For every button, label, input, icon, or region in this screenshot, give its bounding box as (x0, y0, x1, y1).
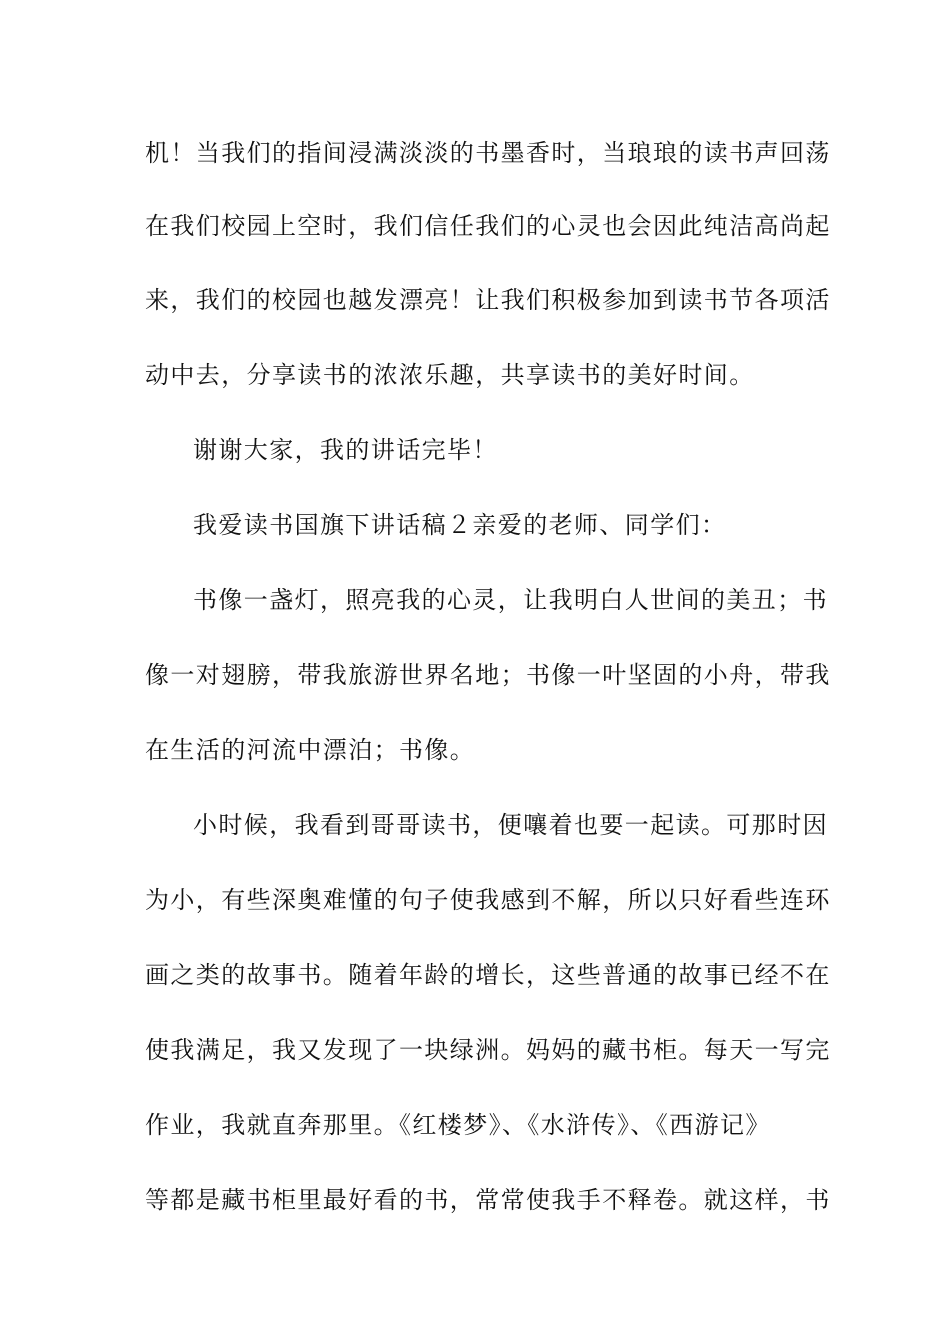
text-line: 来，我们的校园也越发漂亮！让我们积极参加到读书节各项活 (145, 286, 831, 314)
text-line: 动中去，分享读书的浓浓乐趣，共享读书的美好时间。 (145, 361, 755, 389)
text-line: 像一对翅膀，带我旅游世界名地；书像一叶坚固的小舟，带我 (145, 661, 831, 689)
text-line: 为小，有些深奥难懂的句子使我感到不解，所以只好看些连环 (145, 886, 831, 914)
text-line: 谢谢大家，我的讲话完毕！ (193, 436, 498, 464)
text-line: 机！当我们的指间浸满淡淡的书墨香时，当琅琅的读书声回荡 (145, 139, 831, 167)
text-line: 使我满足，我又发现了一块绿洲。妈妈的藏书柜。每天一写完 (145, 1036, 831, 1064)
text-line: 我爱读书国旗下讲话稿２亲爱的老师、同学们： (193, 511, 727, 539)
text-line: 在我们校园上空时，我们信任我们的心灵也会因此纯洁高尚起 (145, 212, 831, 240)
text-line: 小时候，我看到哥哥读书，便嚷着也要一起读。可那时因 (193, 811, 828, 839)
text-line: 作业，我就直奔那里。《红楼梦》、《水浒传》、《西游记》 (145, 1111, 771, 1139)
text-line: 等都是藏书柜里最好看的书，常常使我手不释卷。就这样，书 (145, 1186, 831, 1214)
text-line: 在生活的河流中漂泊；书像。 (145, 736, 476, 764)
text-line: 画之类的故事书。随着年龄的增长，这些普通的故事已经不在 (145, 961, 831, 989)
text-line: 书像一盏灯，照亮我的心灵，让我明白人世间的美丑；书 (193, 586, 828, 614)
